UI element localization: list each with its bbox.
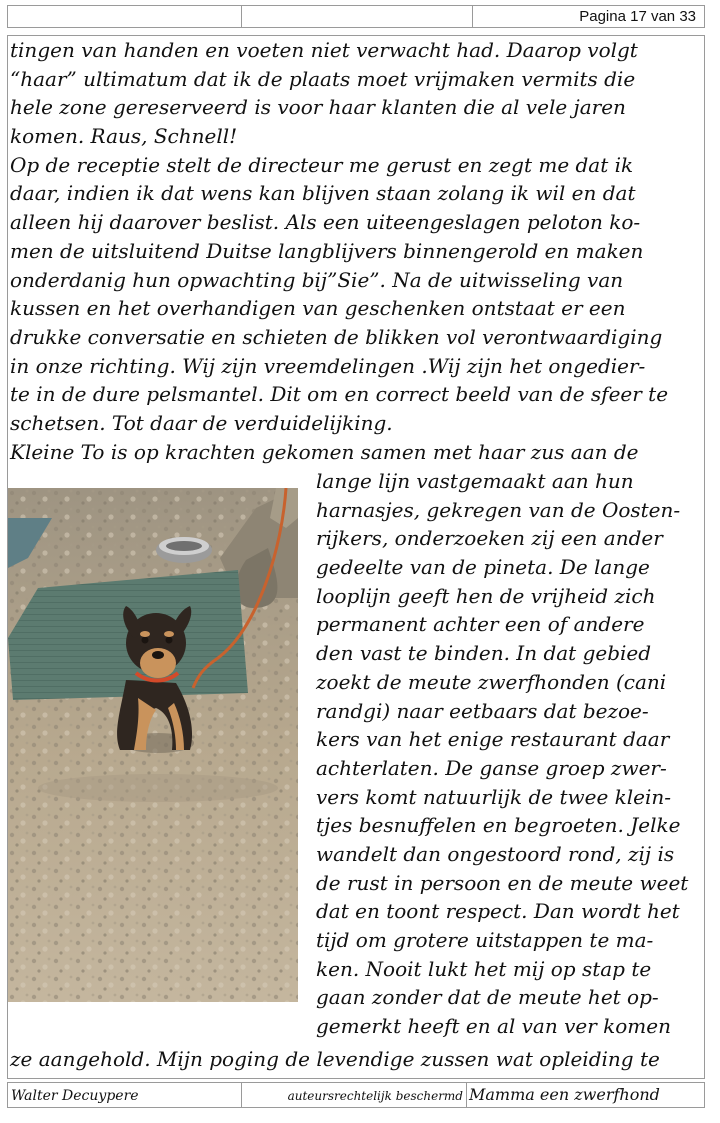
- body-line: looplijn geeft hen de vrijheid zich: [316, 583, 656, 608]
- body-line: gemerkt heeft en al van ver komen: [316, 1014, 671, 1039]
- body-line: men de uitsluitend Duitse langblijvers binnengerold en maken: [10, 238, 644, 263]
- body-line: de rust in persoon en de meute weet: [316, 870, 689, 895]
- body-line: daar, indien ik dat wens kan blijven staan zolang ik wil en dat: [10, 181, 636, 206]
- puppy-photo: [8, 488, 298, 1002]
- page-number: Pagina 17 van 33: [579, 8, 696, 25]
- body-line: lange lijn vastgemaakt aan hun: [316, 469, 634, 493]
- body-line: rijkers, onderzoeken zij een ander: [316, 526, 663, 551]
- body-line: randgi) naar eetbaars dat bezoe-: [316, 698, 649, 723]
- body-line: schetsen. Tot daar de verduidelijking.: [10, 410, 393, 435]
- body-text: [10, 36, 704, 466]
- body-line: “haar” ultimatum dat ik de plaats moet vrijmaken vermits die: [10, 66, 636, 91]
- body-line: tingen van handen en voeten niet verwacht had. Daarop volgt: [10, 38, 638, 62]
- body-line: Op de receptie stelt de directeur me gerust en zegt me dat ik: [10, 152, 634, 177]
- body-line: hele zone gereserveerd is voor haar klanten die al vele jaren: [10, 95, 626, 120]
- body-line: gaan zonder dat de meute het op-: [316, 985, 659, 1010]
- body-line: tjes besnuffelen en begroeten. Jelke: [316, 813, 681, 838]
- body-line: tijd om grotere uitstappen te ma-: [316, 928, 654, 952]
- side-text: [316, 467, 706, 1041]
- body-line: komen. Raus, Schnell!: [10, 124, 238, 149]
- body-line: zoekt de meute zwerfhonden (cani: [316, 669, 667, 694]
- body-line: in onze richting. Wij zijn vreemdelingen .Wij zijn het ongedier-: [10, 353, 646, 378]
- body-line: onderdanig hun opwachting bij”Sie”. Na de uitwisseling van: [10, 267, 624, 292]
- page-footer: [7, 1082, 705, 1108]
- footer-copyright: auteursrechtelijk beschermd: [242, 1083, 467, 1107]
- body-line: kers van het enige restaurant daar: [316, 727, 670, 752]
- body-line: ken. Nooit lukt het mij op stap te: [316, 956, 652, 981]
- body-line: permanent achter een of andere: [316, 612, 645, 637]
- body-line: wandelt dan ongestoord rond, zij is: [316, 841, 675, 866]
- header-cell-left: [8, 6, 242, 27]
- body-line: Kleine To is op krachten gekomen samen met haar zus aan de: [10, 439, 639, 464]
- body-line: vers komt natuurlijk de twee klein-: [316, 784, 672, 809]
- body-line: dat en toont respect. Dan wordt het: [316, 899, 680, 924]
- header-cell-middle: [242, 6, 473, 27]
- body-line: den vast te binden. In dat gebied: [316, 641, 652, 666]
- body-line: harnasjes, gekregen van de Oosten-: [316, 497, 681, 522]
- footer-book-title: Mamma een zwerfhond: [469, 1085, 660, 1104]
- body-line: alleen hij daarover beslist. Als een uiteengeslagen peloton ko-: [10, 210, 641, 235]
- body-line: achterlaten. De ganse groep zwer-: [316, 755, 667, 780]
- body-line: te in de dure pelsmantel. Dit om en correct beeld van de sfeer te: [10, 382, 669, 407]
- footer-author: Walter Decuypere: [8, 1083, 242, 1107]
- body-line: kussen en het overhandigen van geschenken ontstaat er een: [10, 296, 626, 321]
- page-header: [7, 5, 705, 28]
- body-last-line: ze aangehold. Mijn poging de levendige zussen wat opleiding te: [10, 1047, 660, 1071]
- body-line: drukke conversatie en schieten de blikken vol verontwaardiging: [10, 324, 663, 349]
- puppy-photo-illustration: [8, 488, 298, 1002]
- body-line: gedeelte van de pineta. De lange: [316, 555, 650, 580]
